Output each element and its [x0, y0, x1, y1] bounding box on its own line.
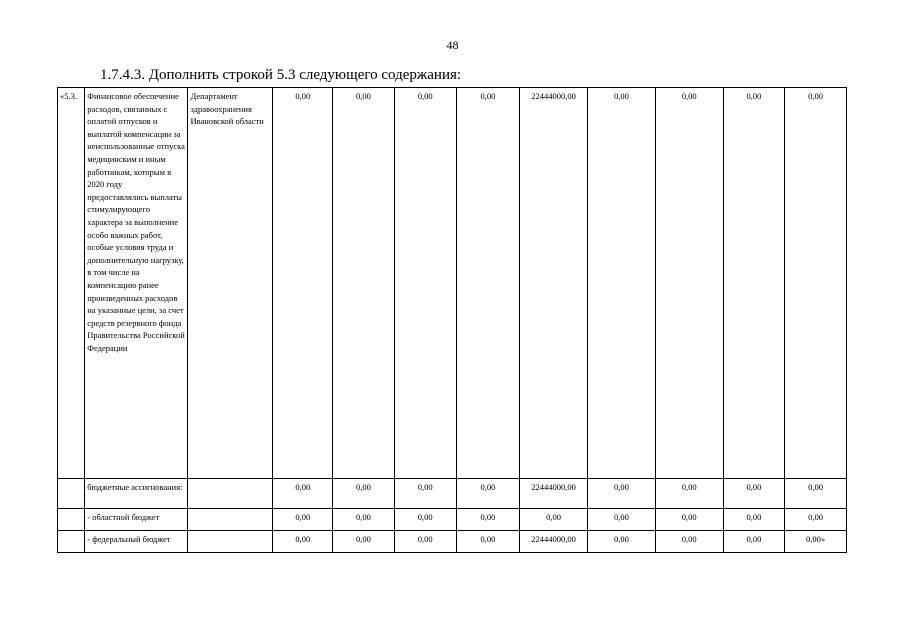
table-row	[58, 531, 847, 553]
value-cell: 0,00	[588, 531, 656, 553]
value-cell: 0,00	[723, 479, 785, 509]
value-cell: 0,00	[456, 531, 520, 553]
value-cell: 0,00	[273, 531, 333, 553]
value-cell: 0,00	[785, 479, 847, 509]
value-cell: 0,00	[588, 509, 656, 531]
value-cell: 0,00»	[785, 531, 847, 553]
value-cell: 0,00	[588, 88, 656, 479]
value-cell: 0,00	[456, 509, 520, 531]
value-cell: 0,00	[333, 88, 395, 479]
row-label-cell: - областной бюджет	[85, 509, 188, 531]
empty-cell	[188, 509, 273, 531]
value-cell: 0,00	[588, 479, 656, 509]
executor-cell: Департамент здравоохранения Ивановской области	[188, 88, 273, 479]
value-cell: 0,00	[520, 509, 588, 531]
value-cell: 0,00	[655, 509, 723, 531]
value-cell: 0,00	[394, 88, 456, 479]
table-row	[58, 509, 847, 531]
value-cell: 0,00	[655, 531, 723, 553]
value-cell: 0,00	[456, 88, 520, 479]
table-row	[58, 88, 847, 479]
value-cell: 22444000,00	[520, 479, 588, 509]
description-cell: Финансовое обеспечение расходов, связанных с оплатой отпусков и выплатой компенсации за неиспользованные отпуска медицинским и иным работникам, которым в 2020 году предоставлялись выплаты стимулирующего характера за выполнение особо важных работ, особые условия труда и дополнительную нагрузку, в том числе на компенсацию ранее произведенных расходов на указанные цели, за счет средств резервного фонда Правительства Российской Федерации	[85, 88, 188, 479]
value-cell: 0,00	[723, 88, 785, 479]
page-number: 48	[446, 38, 459, 52]
value-cell: 0,00	[273, 509, 333, 531]
row-number-cell: «5.3.	[58, 88, 85, 479]
value-cell: 0,00	[785, 509, 847, 531]
value-cell: 0,00	[273, 479, 333, 509]
row-label-cell: - федеральный бюджет	[85, 531, 188, 553]
empty-cell	[188, 531, 273, 553]
empty-cell	[188, 479, 273, 509]
empty-cell	[58, 531, 85, 553]
amendment-table	[57, 87, 847, 553]
value-cell: 0,00	[333, 509, 395, 531]
value-cell: 0,00	[273, 88, 333, 479]
value-cell: 0,00	[655, 88, 723, 479]
row-label-cell: бюджетные ассигнования:	[85, 479, 188, 509]
empty-cell	[58, 509, 85, 531]
value-cell: 0,00	[723, 509, 785, 531]
value-cell: 0,00	[456, 479, 520, 509]
value-cell: 22444000,00	[520, 88, 588, 479]
value-cell: 0,00	[394, 479, 456, 509]
value-cell: 0,00	[785, 88, 847, 479]
value-cell: 0,00	[333, 479, 395, 509]
value-cell: 22444000,00	[520, 531, 588, 553]
table-row	[58, 479, 847, 509]
value-cell: 0,00	[655, 479, 723, 509]
value-cell: 0,00	[394, 509, 456, 531]
amendment-heading: 1.7.4.3. Дополнить строкой 5.3 следующего содержания:	[100, 67, 462, 83]
value-cell: 0,00	[394, 531, 456, 553]
empty-cell	[58, 479, 85, 509]
value-cell: 0,00	[723, 531, 785, 553]
value-cell: 0,00	[333, 531, 395, 553]
